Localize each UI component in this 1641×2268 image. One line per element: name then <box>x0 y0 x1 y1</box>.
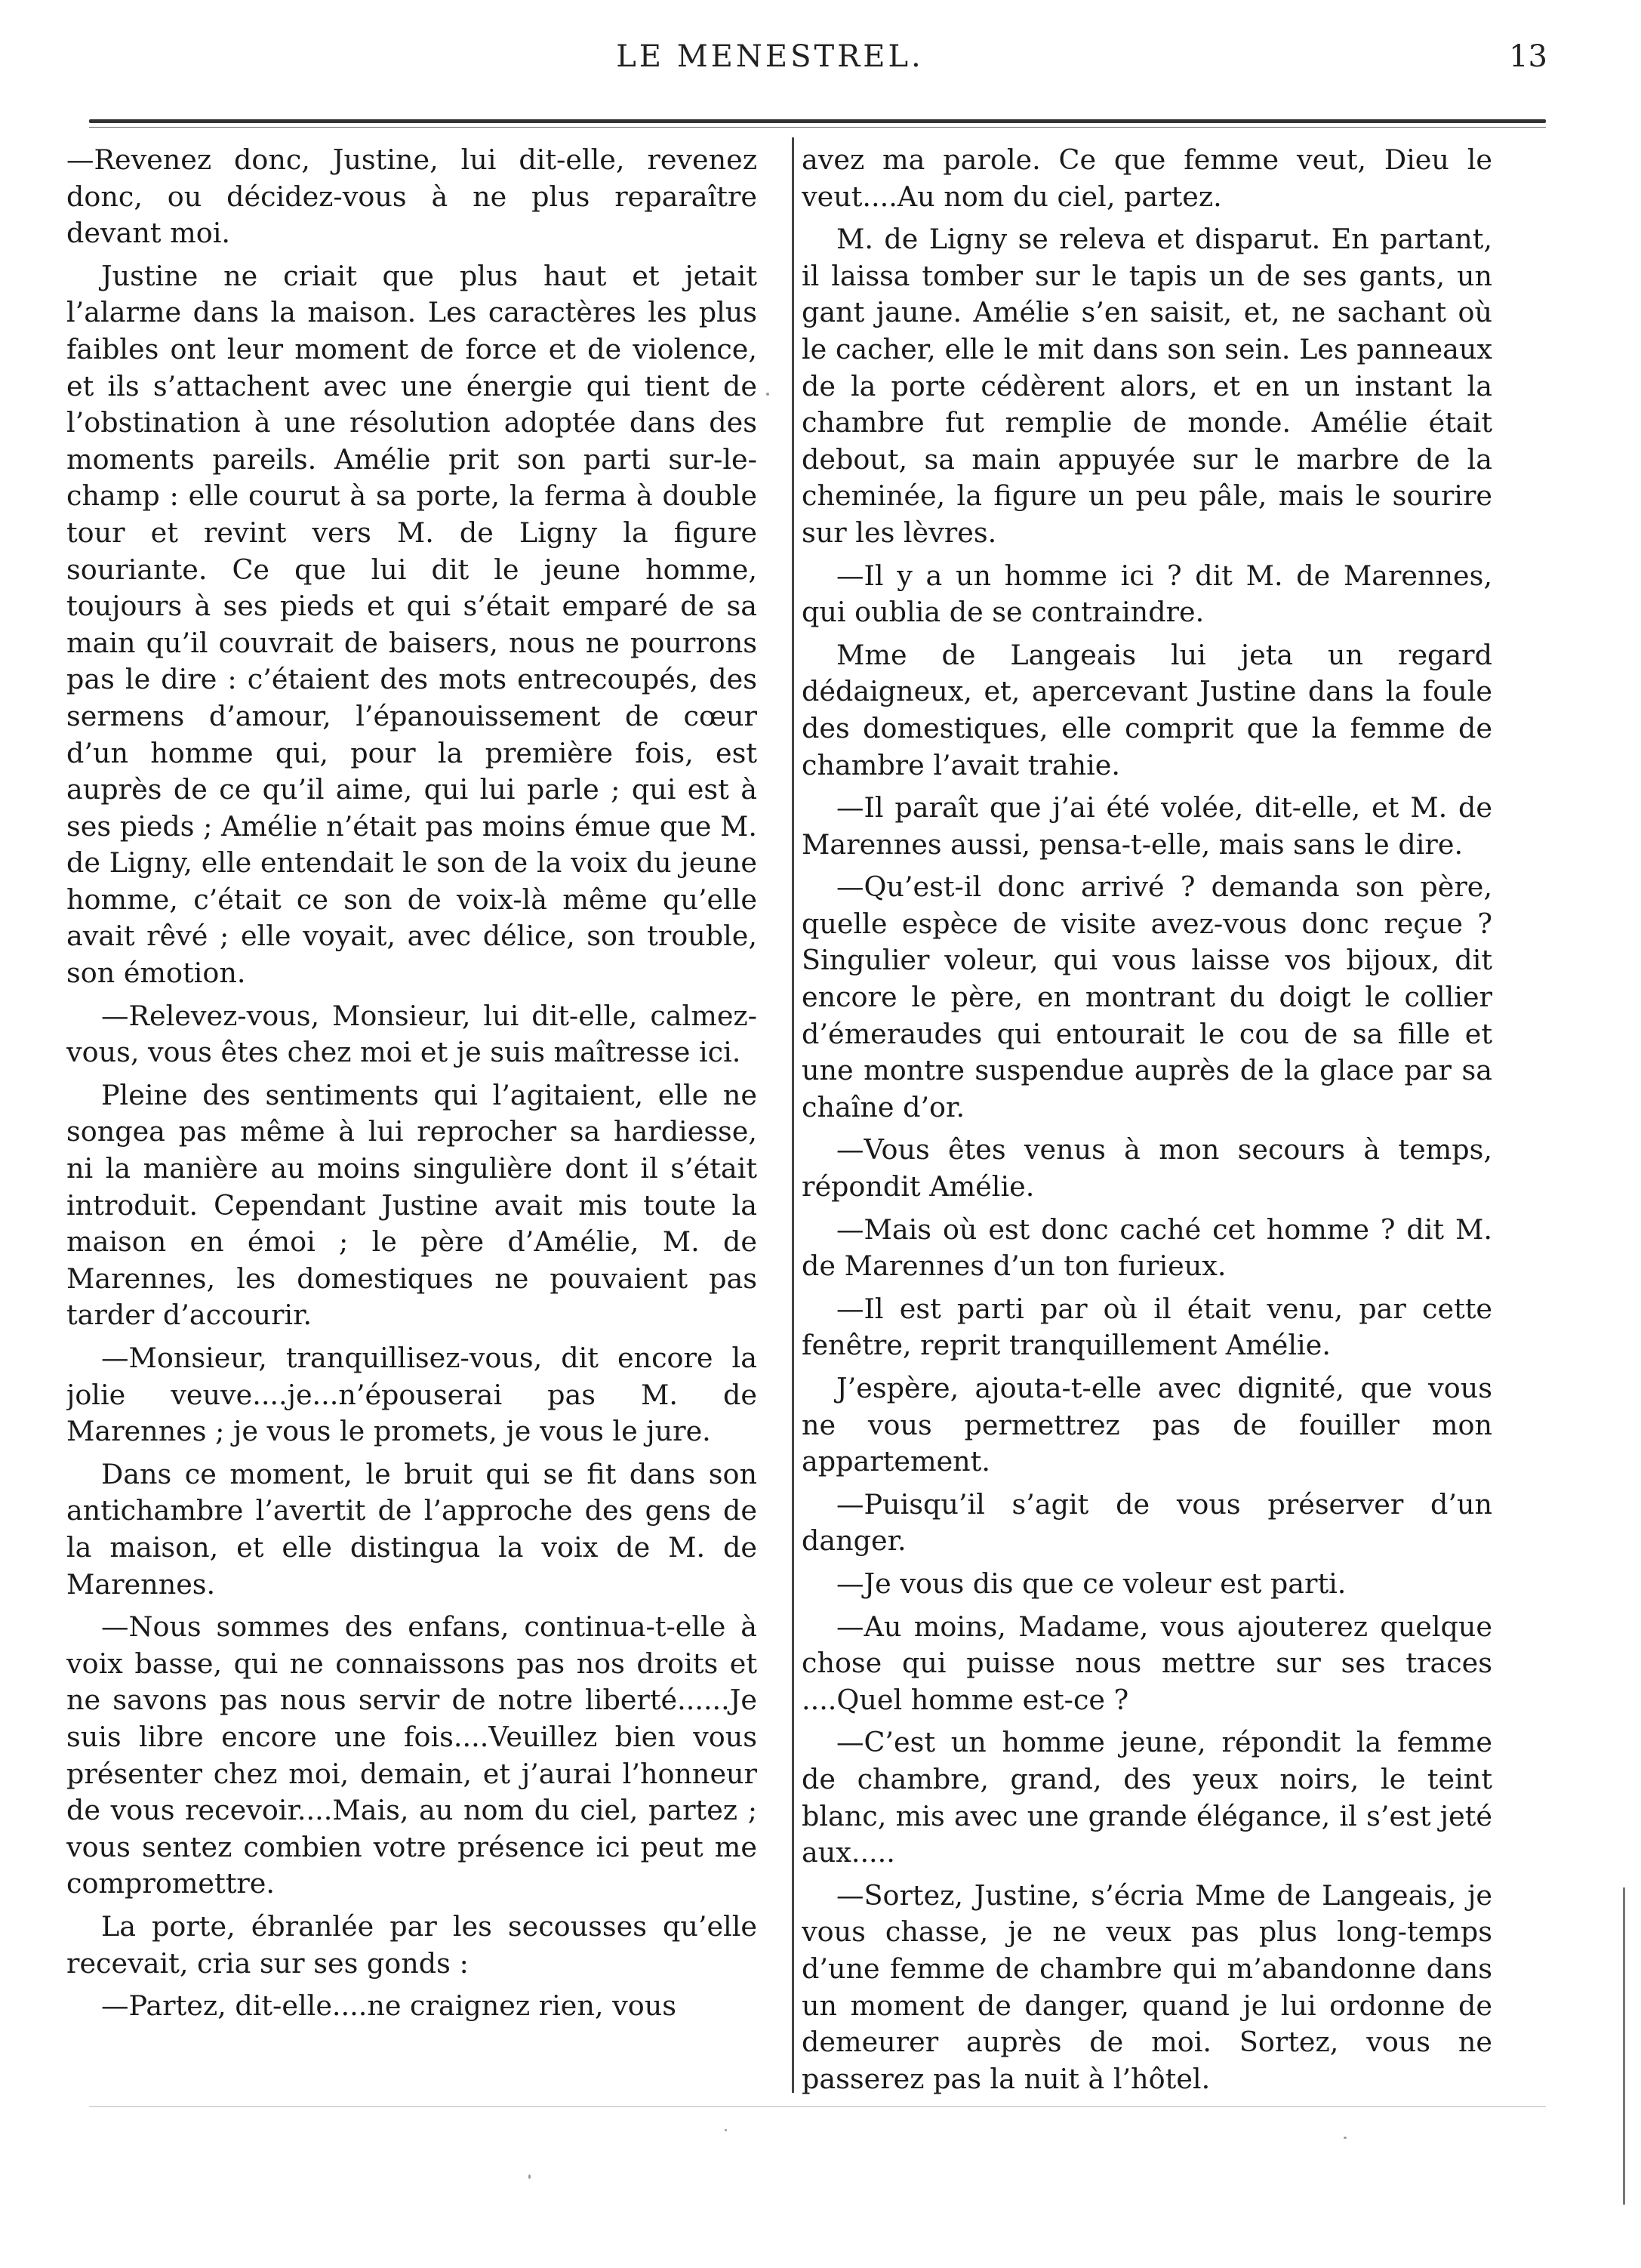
left-column <box>66 142 757 2097</box>
print-speck <box>766 393 769 396</box>
paragraph: —Monsieur, tranquillisez-vous, dit encore la jolie veuve....je...n’épouserai pas M. de Marennes ; je vous le promets, je vous le jure. <box>66 1342 757 1448</box>
print-speck <box>725 2129 727 2131</box>
paragraph: —Sortez, Justine, s’écria Mme de Langeais, je vous chasse, je ne veux pas plus long-temps d’une femme de chambre qui m’abandonne dans un moment de danger, quand je lui ordonne de demeurer auprès de moi. Sortez, vous ne passerez pas la nuit à l’hôtel. <box>802 1878 1492 2095</box>
header-rule <box>89 119 1546 123</box>
paragraph: —Puisqu’il s’agit de vous préserver d’un danger. <box>802 1487 1492 1558</box>
paragraph: Mme de Langeais lui jeta un regard dédaigneux, et, apercevant Justine dans la foule des domestiques, elle comprit que la femme de chambre l’avait trahie. <box>802 638 1492 781</box>
paragraph: Pleine des sentiments qui l’agitaient, elle ne songea pas même à lui reprocher sa hardiesse, ni la manière au moins singulière dont il s’était introduit. Cependant Justine avait mis toute la maison en émoi ; le père d’Amélie, M. de Marennes, les domestiques ne pouvaient pas tarder d’accourir. <box>66 1078 757 1332</box>
paragraph: —Nous sommes des enfans, continua-t-elle à voix basse, qui ne connaissons pas nos droits et ne savons pas nous servir de notre liberté......Je suis libre encore une fois....Veuillez bien vous présenter chez moi, demain, et j’aurai l’honneur de vous recevoir....Mais, au nom du ciel, partez ; vous sentez combien votre présence ici peut me compromettre. <box>66 1610 757 1900</box>
paragraph: Dans ce moment, le bruit qui se fit dans son antichambre l’avertit de l’approche des gens de la maison, et elle distingua la voix de M. de Marennes. <box>66 1457 757 1601</box>
paragraph: avez ma parole. Ce que femme veut, Dieu le veut....Au nom du ciel, partez. <box>802 143 1492 213</box>
running-title: LE MENESTREL. <box>616 39 924 74</box>
paragraph: —Il est parti par où il était venu, par cette fenêtre, reprit tranquillement Amélie. <box>802 1292 1492 1362</box>
paragraph: —Mais où est donc caché cet homme ? dit M. de Marennes d’un ton furieux. <box>802 1213 1492 1283</box>
paragraph: —C’est un homme jeune, répondit la femme de chambre, grand, des yeux noirs, le teint blanc, mis avec une grande élégance, il s’est jeté aux..... <box>802 1726 1492 1869</box>
paragraph: —Je vous dis que ce voleur est parti. <box>836 1567 1347 1600</box>
header-rule-thin <box>89 127 1546 128</box>
paragraph: —Au moins, Madame, vous ajouterez quelque chose qui puisse nous mettre sur ses traces ....Quel homme est-ce ? <box>802 1610 1492 1716</box>
paragraph: La porte, ébranlée par les secousses qu’elle recevait, cria sur ses gonds : <box>66 1909 757 1980</box>
column-divider <box>792 137 794 2093</box>
paragraph: —Il paraît que j’ai été volée, dit-elle, et M. de Marennes aussi, pensa-t-elle, mais sans le dire. <box>802 791 1492 861</box>
print-speck <box>528 2174 531 2179</box>
print-speck <box>1344 2137 1347 2139</box>
paragraph: —Vous êtes venus à mon secours à temps, répondit Amélie. <box>802 1133 1492 1203</box>
paragraph: —Qu’est-il donc arrivé ? demanda son père, quelle espèce de visite avez-vous donc reçue ? Singulier voleur, qui vous laisse vos bijoux, dit encore le père, en montrant du doigt le collier d’émeraudes qui entourait le cou de sa fille et une montre suspendue auprès de la glace par sa chaîne d’or. <box>802 871 1492 1123</box>
scan-edge-mark <box>1623 1887 1625 2205</box>
paragraph: —Relevez-vous, Monsieur, lui dit-elle, calmez-vous, vous êtes chez moi et je suis maîtresse ici. <box>66 999 757 1069</box>
page-number: 13 <box>1509 39 1547 74</box>
paragraph: Justine ne criait que plus haut et jetait l’alarme dans la maison. Les caractères les plus faibles ont leur moment de force et de violence, et ils s’attachent avec une énergie qui tient de l’obstination à une résolution adoptée dans des moments pareils. Amélie prit son parti sur-le-champ : elle courut à sa porte, la ferma à double tour et revint vers M. de Ligny la figure souriante. Ce que lui dit le jeune homme, toujours à ses pieds et qui s’était emparé de sa main qu’il couvrait de baisers, nous ne pourrons pas le dire : c’étaient des mots entrecoupés, des sermens d’amour, l’épanouissement de cœur d’un homme qui, pour la première fois, est auprès de ce qu’il aime, qui lui parle ; qui est à ses pieds ; Amélie n’était pas moins émue que M. de Ligny, elle entendait le son de la voix du jeune homme, c’était ce son de voix-là même qu’elle avait rêvé ; elle voyait, avec délice, son trouble, son émotion. <box>66 259 757 990</box>
paragraph: M. de Ligny se releva et disparut. En partant, il laissa tomber sur le tapis un de ses gants, un gant jaune. Amélie s’en saisit, et, ne sachant où le cacher, elle le mit dans son sein. Les panneaux de la porte cédèrent alors, et en un instant la chambre fut remplie de monde. Amélie était debout, sa main appuyée sur le marbre de la cheminée, la figure un peu pâle, mais le sourire sur les lèvres. <box>802 223 1492 549</box>
right-column <box>802 142 1492 2097</box>
footer-rule <box>89 2106 1546 2107</box>
paragraph: —Partez, dit-elle....ne craignez rien, vous <box>101 1989 676 2023</box>
paragraph: —Il y a un homme ici ? dit M. de Marennes, qui oublia de se contraindre. <box>802 559 1492 629</box>
paragraph: —Revenez donc, Justine, lui dit-elle, revenez donc, ou décidez-vous à ne plus reparaître devant moi. <box>66 143 757 250</box>
paragraph: J’espère, ajouta-t-elle avec dignité, que vous ne vous permettrez pas de fouiller mon appartement. <box>802 1372 1492 1478</box>
